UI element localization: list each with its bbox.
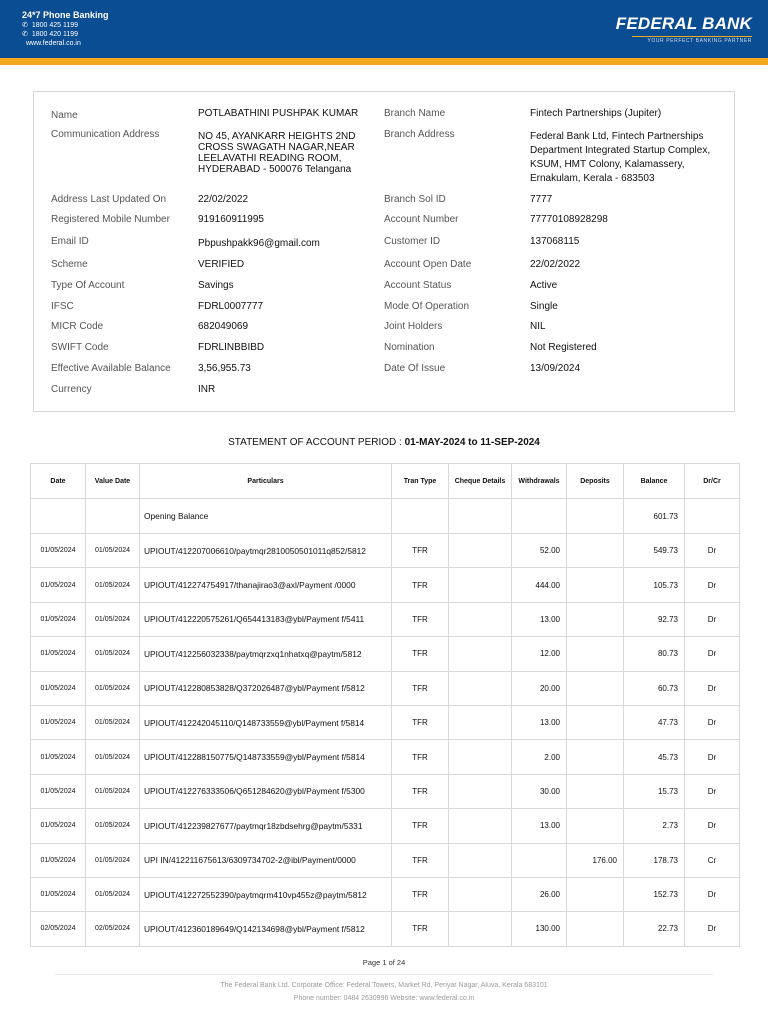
txn-cheque-details xyxy=(449,568,512,602)
branch-address-line-3: KSUM, HMT Colony, Kalamassery, xyxy=(530,159,685,170)
branch-address-line-2: Department Integrated Startup Complex, xyxy=(530,145,711,156)
txn-deposit xyxy=(567,740,624,774)
txn-dr-cr: Dr xyxy=(685,774,740,808)
txn-balance: 92.73 xyxy=(624,602,685,636)
txn-balance: 152.73 xyxy=(624,877,685,911)
txn-cheque-details xyxy=(449,877,512,911)
mode-label: Mode Of Operation xyxy=(384,301,470,312)
txn-particulars: UPIOUT/412272552390/paytmqrm410vp455z@paytm/5812 xyxy=(140,877,392,911)
micr-label: MICR Code xyxy=(51,321,104,332)
txn-withdrawal: 2.00 xyxy=(512,740,567,774)
txn-tran-type: TFR xyxy=(392,534,449,568)
txn-balance: 47.73 xyxy=(624,705,685,739)
table-row xyxy=(31,671,740,705)
txn-deposit xyxy=(567,705,624,739)
txn-balance: 45.73 xyxy=(624,740,685,774)
page-header xyxy=(0,0,768,58)
table-cell xyxy=(449,499,512,534)
col-value-date: Value Date xyxy=(86,464,140,499)
table-cell xyxy=(31,499,86,534)
swift-label: SWIFT Code xyxy=(51,342,109,353)
col-date: Date xyxy=(31,464,86,499)
account-number-label: Account Number xyxy=(384,214,459,225)
name-label: Name xyxy=(51,110,78,121)
swift-value: FDRLINBBIBD xyxy=(198,342,265,353)
col-dr-cr: Dr/Cr xyxy=(685,464,740,499)
txn-deposit xyxy=(567,602,624,636)
sol-label: Branch Sol ID xyxy=(384,194,446,205)
mobile-value: 919160911995 xyxy=(198,214,264,225)
txn-date: 01/05/2024 xyxy=(31,637,86,671)
table-cell xyxy=(392,499,449,534)
phone-line-2 xyxy=(22,30,109,39)
txn-date: 01/05/2024 xyxy=(31,809,86,843)
txn-withdrawal: 13.00 xyxy=(512,602,567,636)
txn-cheque-details xyxy=(449,705,512,739)
table-row xyxy=(31,912,740,946)
txn-tran-type: TFR xyxy=(392,637,449,671)
txn-dr-cr: Cr xyxy=(685,843,740,877)
footer-office-address: The Federal Bank Ltd. Corporate Office: Federal Towers, Market Rd, Periyar Nagar, Aluva, Kerala 683101 xyxy=(220,982,548,989)
table-row xyxy=(31,568,740,602)
joint-holders-label: Joint Holders xyxy=(384,321,443,332)
txn-particulars: UPI IN/412211675613/6309734702-2@ibl/Payment/0000 xyxy=(140,843,392,877)
scheme-value: VERIFIED xyxy=(198,259,245,270)
account-number-value: 77770108928298 xyxy=(530,214,608,225)
communication-address-line-2: CROSS SWAGATH NAGAR,NEAR xyxy=(198,142,355,153)
open-date-value: 22/02/2022 xyxy=(530,259,581,270)
txn-date: 01/05/2024 xyxy=(31,740,86,774)
txn-value-date: 01/05/2024 xyxy=(86,740,140,774)
txn-withdrawal: 444.00 xyxy=(512,568,567,602)
opening-balance-row xyxy=(31,499,740,534)
txn-dr-cr: Dr xyxy=(685,568,740,602)
phone-number-1: 1800 425 1199 xyxy=(31,22,79,29)
txn-dr-cr: Dr xyxy=(685,740,740,774)
txn-particulars: UPIOUT/412274754917/thanajirao3@axl/Payment /0000 xyxy=(140,568,392,602)
txn-deposit xyxy=(567,877,624,911)
mobile-label: Registered Mobile Number xyxy=(51,214,170,225)
branch-name-label: Branch Name xyxy=(384,108,446,119)
txn-balance: 549.73 xyxy=(624,534,685,568)
txn-tran-type: TFR xyxy=(392,877,449,911)
txn-date: 01/05/2024 xyxy=(31,671,86,705)
txn-tran-type: TFR xyxy=(392,912,449,946)
branch-name-value: Fintech Partnerships (Jupiter) xyxy=(530,108,662,119)
txn-tran-type: TFR xyxy=(392,568,449,602)
txn-deposit xyxy=(567,809,624,843)
txn-value-date: 01/05/2024 xyxy=(86,602,140,636)
phone-line-1 xyxy=(22,21,109,30)
txn-date: 01/05/2024 xyxy=(31,774,86,808)
page-number: Page 1 of 24 xyxy=(362,958,406,967)
txn-deposit xyxy=(567,912,624,946)
col-balance: Balance xyxy=(624,464,685,499)
mode-value: Single xyxy=(530,301,558,312)
txn-tran-type: TFR xyxy=(392,671,449,705)
txn-cheque-details xyxy=(449,843,512,877)
ifsc-label: IFSC xyxy=(51,301,74,312)
nomination-label: Nomination xyxy=(384,342,435,353)
table-cell xyxy=(86,499,140,534)
txn-cheque-details xyxy=(449,602,512,636)
txn-value-date: 01/05/2024 xyxy=(86,637,140,671)
branch-address-line-1: Federal Bank Ltd, Fintech Partnerships xyxy=(530,131,704,142)
table-row xyxy=(31,740,740,774)
col-deposits: Deposits xyxy=(567,464,624,499)
issue-date-value: 13/09/2024 xyxy=(530,363,581,374)
table-cell xyxy=(512,499,567,534)
table-row xyxy=(31,843,740,877)
logo-rule xyxy=(632,36,752,37)
txn-dr-cr: Dr xyxy=(685,809,740,843)
opening-balance-value: 601.73 xyxy=(624,499,685,534)
col-particulars: Particulars xyxy=(140,464,392,499)
txn-withdrawal: 20.00 xyxy=(512,671,567,705)
table-row xyxy=(31,774,740,808)
txn-particulars: UPIOUT/412288150775/Q148733559@ybl/Payment f/5814 xyxy=(140,740,392,774)
micr-value: 682049069 xyxy=(198,321,249,332)
footer-divider xyxy=(55,974,713,975)
txn-particulars: UPIOUT/412242045110/Q148733559@ybl/Payment f/5814 xyxy=(140,705,392,739)
txn-date: 01/05/2024 xyxy=(31,843,86,877)
communication-address-line-4: HYDERABAD - 500076 Telangana xyxy=(198,164,352,175)
txn-balance: 2.73 xyxy=(624,809,685,843)
txn-cheque-details xyxy=(449,534,512,568)
txn-balance: 80.73 xyxy=(624,637,685,671)
txn-withdrawal: 130.00 xyxy=(512,912,567,946)
phone-banking-title: 24*7 Phone Banking xyxy=(22,10,109,20)
txn-value-date: 01/05/2024 xyxy=(86,877,140,911)
txn-tran-type: TFR xyxy=(392,740,449,774)
address-updated-label: Address Last Updated On xyxy=(51,194,167,205)
txn-cheque-details xyxy=(449,912,512,946)
account-holder-name: POTLABATHINI PUSHPAK KUMAR xyxy=(198,108,359,119)
txn-date: 02/05/2024 xyxy=(31,912,86,946)
txn-deposit xyxy=(567,637,624,671)
issue-date-label: Date Of Issue xyxy=(384,363,446,374)
txn-balance: 60.73 xyxy=(624,671,685,705)
txn-deposit xyxy=(567,671,624,705)
period-range: 01-MAY-2024 to 11-SEP-2024 xyxy=(404,437,540,448)
address-updated-value: 22/02/2022 xyxy=(198,194,249,205)
txn-deposit xyxy=(567,774,624,808)
txn-dr-cr: Dr xyxy=(685,877,740,911)
nomination-value: Not Registered xyxy=(530,342,597,353)
col-withdrawals: Withdrawals xyxy=(512,464,567,499)
txn-tran-type: TFR xyxy=(392,602,449,636)
txn-balance: 22.73 xyxy=(624,912,685,946)
branch-address-label: Branch Address xyxy=(384,129,455,140)
txn-deposit xyxy=(567,568,624,602)
balance-value: 3,56,955.73 xyxy=(198,363,251,374)
bank-logo xyxy=(616,14,752,44)
table-row xyxy=(31,705,740,739)
phone-banking-block xyxy=(22,9,109,48)
txn-value-date: 01/05/2024 xyxy=(86,843,140,877)
txn-value-date: 02/05/2024 xyxy=(86,912,140,946)
customer-id-label: Customer ID xyxy=(384,236,441,247)
txn-cheque-details xyxy=(449,671,512,705)
txn-deposit: 176.00 xyxy=(567,843,624,877)
txn-balance: 15.73 xyxy=(624,774,685,808)
email-label: Email ID xyxy=(51,236,89,247)
txn-tran-type: TFR xyxy=(392,843,449,877)
branch-address-line-4: Ernakulam, Kerala - 683503 xyxy=(530,173,655,184)
txn-particulars: UPIOUT/412207006610/paytmqr2810050501011q852/5812 xyxy=(140,534,392,568)
txn-tran-type: TFR xyxy=(392,705,449,739)
txn-dr-cr: Dr xyxy=(685,534,740,568)
account-type-value: Savings xyxy=(198,280,234,291)
txn-dr-cr: Dr xyxy=(685,912,740,946)
txn-date: 01/05/2024 xyxy=(31,568,86,602)
txn-particulars: UPIOUT/412360189649/Q142134698@ybl/Payment f/5812 xyxy=(140,912,392,946)
txn-value-date: 01/05/2024 xyxy=(86,705,140,739)
phone-number-2: 1800 420 1199 xyxy=(31,31,79,38)
txn-tran-type: TFR xyxy=(392,774,449,808)
statement-period xyxy=(0,437,768,448)
bank-name: FEDERAL BANK xyxy=(615,14,752,33)
txn-value-date: 01/05/2024 xyxy=(86,671,140,705)
table-row xyxy=(31,809,740,843)
communication-address-line-1: NO 45, AYANKARR HEIGHTS 2ND xyxy=(198,131,356,142)
table-cell xyxy=(685,499,740,534)
txn-dr-cr: Dr xyxy=(685,705,740,739)
customer-id-value: 137068115 xyxy=(530,236,580,247)
txn-deposit xyxy=(567,534,624,568)
website: www.federal.co.in xyxy=(26,40,81,47)
table-row xyxy=(31,534,740,568)
header-stripe xyxy=(0,58,768,65)
txn-date: 01/05/2024 xyxy=(31,705,86,739)
ifsc-value: FDRL0007777 xyxy=(198,301,264,312)
txn-date: 01/05/2024 xyxy=(31,877,86,911)
opening-balance-label: Opening Balance xyxy=(140,499,392,534)
scheme-label: Scheme xyxy=(51,259,88,270)
footer-contact: Phone number: 0484 2630996 Website: www.federal.co.in xyxy=(293,995,475,1002)
balance-label: Effective Available Balance xyxy=(51,363,171,374)
col-cheque-details: Cheque Details xyxy=(449,464,512,499)
joint-holders-value: NIL xyxy=(530,321,546,332)
txn-particulars: UPIOUT/412280853828/Q372026487@ybl/Payment f/5812 xyxy=(140,671,392,705)
txn-cheque-details xyxy=(449,774,512,808)
txn-balance: 178.73 xyxy=(624,843,685,877)
transactions-table xyxy=(30,463,740,947)
txn-withdrawal: 13.00 xyxy=(512,809,567,843)
txn-particulars: UPIOUT/412276333506/Q651284620@ybl/Payment f/5300 xyxy=(140,774,392,808)
communication-address-line-3: LEELAVATHI READING ROOM, xyxy=(198,153,342,164)
col-tran-type: Tran Type xyxy=(392,464,449,499)
currency-label: Currency xyxy=(51,384,92,395)
phone-icon: ✆ xyxy=(22,31,28,38)
txn-withdrawal: 30.00 xyxy=(512,774,567,808)
txn-date: 01/05/2024 xyxy=(31,602,86,636)
account-status-label: Account Status xyxy=(384,280,452,291)
account-type-label: Type Of Account xyxy=(51,280,125,291)
bank-tagline: YOUR PERFECT BANKING PARTNER xyxy=(647,38,752,44)
txn-dr-cr: Dr xyxy=(685,637,740,671)
period-prefix: STATEMENT OF ACCOUNT PERIOD : xyxy=(228,437,405,448)
email-value: Pbpushpakk96@gmail.com xyxy=(198,238,320,249)
txn-value-date: 01/05/2024 xyxy=(86,774,140,808)
table-header-row xyxy=(31,464,740,499)
txn-value-date: 01/05/2024 xyxy=(86,534,140,568)
txn-cheque-details xyxy=(449,740,512,774)
txn-cheque-details xyxy=(449,809,512,843)
txn-withdrawal: 52.00 xyxy=(512,534,567,568)
txn-date: 01/05/2024 xyxy=(31,534,86,568)
account-status-value: Active xyxy=(530,280,558,291)
txn-dr-cr: Dr xyxy=(685,602,740,636)
table-row xyxy=(31,877,740,911)
txn-dr-cr: Dr xyxy=(685,671,740,705)
communication-address-label: Communication Address xyxy=(51,129,160,140)
txn-tran-type: TFR xyxy=(392,809,449,843)
table-row xyxy=(31,637,740,671)
txn-cheque-details xyxy=(449,637,512,671)
txn-value-date: 01/05/2024 xyxy=(86,809,140,843)
txn-value-date: 01/05/2024 xyxy=(86,568,140,602)
txn-balance: 105.73 xyxy=(624,568,685,602)
account-info-box xyxy=(33,91,735,412)
table-row xyxy=(31,602,740,636)
currency-value: INR xyxy=(198,384,216,395)
txn-particulars: UPIOUT/412220575261/Q654413183@ybl/Payment f/5411 xyxy=(140,602,392,636)
phone-icon: ✆ xyxy=(22,22,28,29)
txn-withdrawal xyxy=(512,843,567,877)
table-cell xyxy=(567,499,624,534)
open-date-label: Account Open Date xyxy=(384,259,472,270)
txn-withdrawal: 12.00 xyxy=(512,637,567,671)
txn-particulars: UPIOUT/412239827677/paytmqr18zbdsehrg@paytm/5331 xyxy=(140,809,392,843)
txn-withdrawal: 13.00 xyxy=(512,705,567,739)
txn-particulars: UPIOUT/412256032338/paytmqrzxq1nhatxq@paytm/5812 xyxy=(140,637,392,671)
txn-withdrawal: 26.00 xyxy=(512,877,567,911)
sol-value: 7777 xyxy=(530,194,553,205)
